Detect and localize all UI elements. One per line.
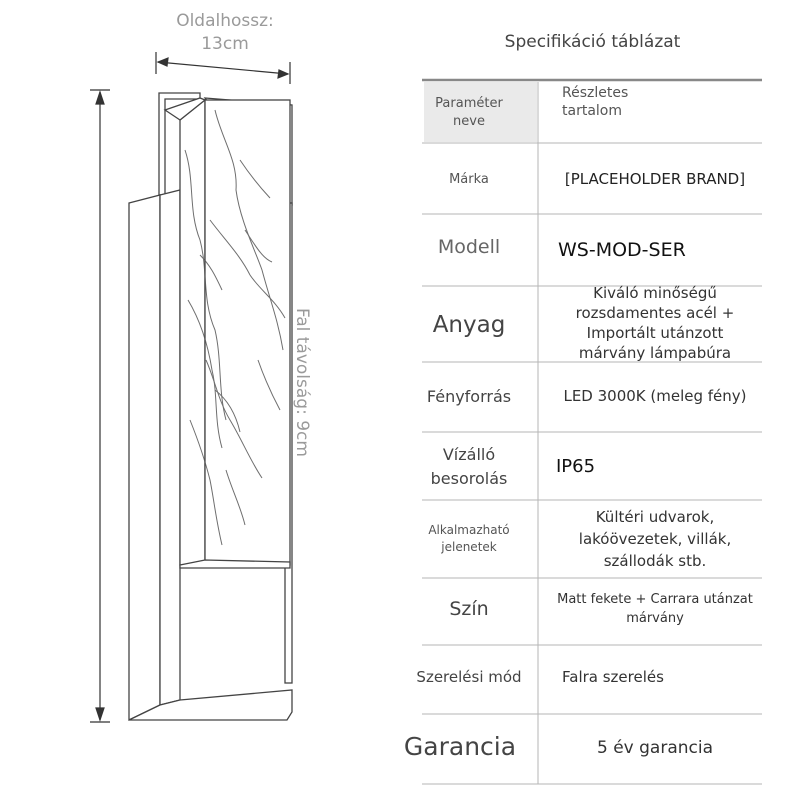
row-brand-value: [PLACEHOLDER BRAND] [564,170,746,188]
row-mounting-value: Falra szerelés [562,668,664,686]
header-param-line1: Paraméter [435,96,503,111]
spec-table-title: Specifikáció táblázat [504,32,681,52]
header-detail [540,84,770,142]
row-waterproof-value: IP65 [556,456,596,477]
row-brand-name: Márka [449,171,489,187]
row-color-name: Szín [449,598,489,620]
wall-distance-label: Fal távolság: 9cm [292,308,312,457]
width-dimension-label [150,10,300,56]
header-detail-line1: Részletes [562,85,629,101]
row-warranty-name: Garancia [403,731,517,761]
row-color-value: Matt fekete + Carrara utánzat márvány [557,592,753,626]
row-material-name: Anyag [432,311,506,338]
row-light-source-value: LED 3000K (meleg fény) [563,387,747,405]
row-model-value: WS-MOD-SER [558,239,686,261]
row-scenes-value: Kültéri udvarok, lakóövezetek, villák, szállodák stb. [578,508,732,570]
row-scenes-name: Alkalmazható jelenetek [428,523,510,554]
row-model-name: Modell [437,236,501,258]
row-warranty-value: 5 év garancia [596,738,714,758]
width-value-text: 13cm [201,34,249,54]
header-param-name [400,84,538,142]
height-dimension [90,90,110,722]
row-mounting-name: Szerelési mód [416,668,522,686]
header-param-line2: neve [453,114,485,129]
width-dimension [156,52,290,84]
row-light-source-name: Fényforrás [426,386,512,406]
lamp-body [129,93,292,720]
row-material-value: Kiváló minőségű rozsdamentes acél + Importált utánzott márvány lámpabúra [575,284,735,362]
width-label-text: Oldalhossz: [176,11,274,31]
header-detail-line2: tartalom [562,103,622,119]
row-waterproof-name: Vízálló besorolás [430,444,508,488]
